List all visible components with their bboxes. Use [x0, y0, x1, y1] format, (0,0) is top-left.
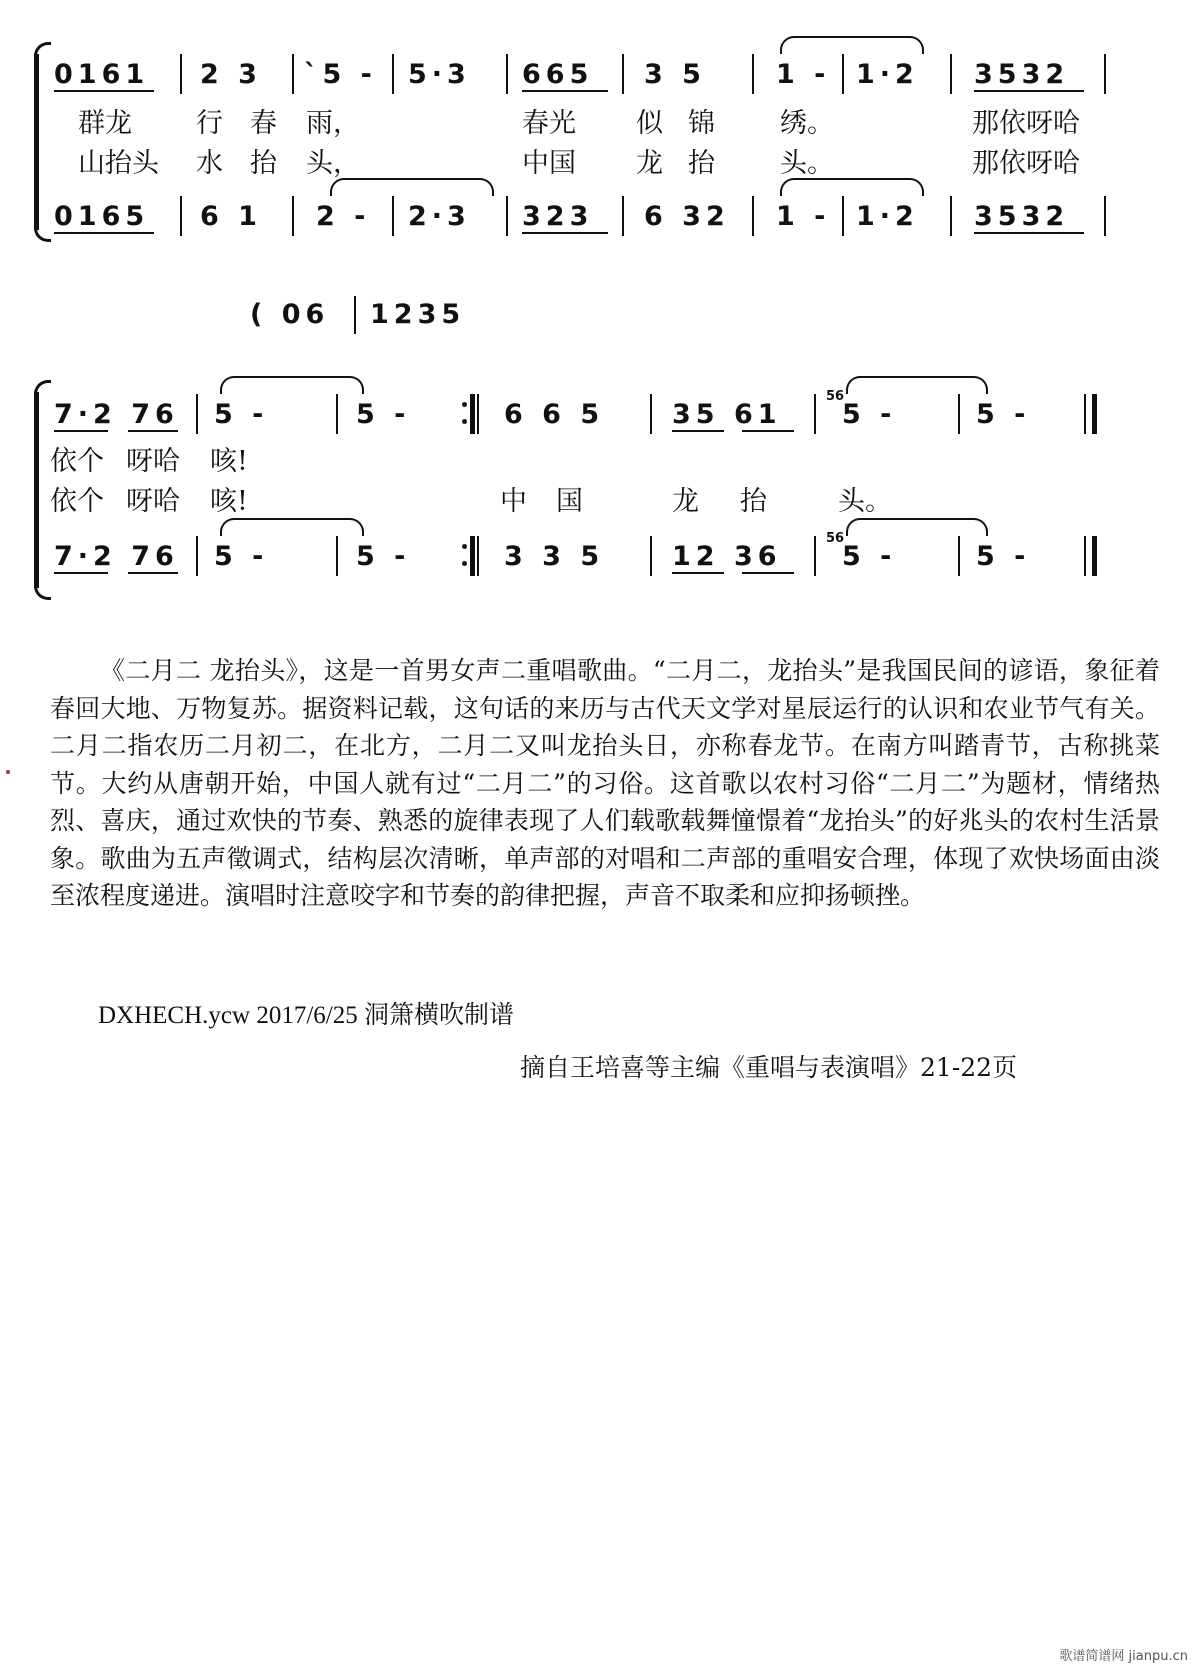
lyric-syllable: 绣。 — [780, 108, 834, 139]
lyric-syllable: 那依呀哈 — [972, 108, 1080, 139]
barline — [650, 394, 652, 434]
barline — [622, 54, 624, 94]
lyric-syllable: 中国 — [522, 148, 576, 179]
measure-note: `5 - — [304, 59, 377, 90]
lower-voice-row — [0, 192, 1200, 242]
measure-note: 5 - — [976, 399, 1031, 430]
beam-underline — [54, 430, 108, 432]
lyric-syllable: 水 — [196, 148, 223, 179]
final-barline — [1084, 394, 1086, 434]
beam-underline — [128, 572, 178, 574]
repeat-barline — [470, 394, 475, 434]
lower-voice-row — [0, 532, 1200, 582]
lyric-syllable: 依个 — [50, 446, 104, 477]
barline — [196, 536, 198, 576]
lyric-syllable: 群龙 — [78, 108, 132, 139]
lyric-syllable: 咳! — [210, 446, 248, 477]
score-system-2 — [0, 340, 1200, 640]
lyric-syllable: 锦 — [688, 108, 715, 139]
barline — [842, 54, 844, 94]
measure-note: 2 - — [316, 201, 371, 232]
beam-underline — [974, 232, 1084, 234]
lyric-syllable: 头。 — [780, 148, 834, 179]
instrumental-intro-notes: 1235 — [370, 299, 466, 330]
barline — [354, 296, 356, 334]
barline — [622, 196, 624, 236]
measure-note: 6 6 5 — [504, 399, 605, 430]
measure-note: 1·2 — [856, 201, 919, 232]
barline — [958, 536, 960, 576]
beam-underline — [742, 430, 794, 432]
stray-mark — [6, 770, 10, 774]
measure-note: 5·3 — [408, 59, 471, 90]
barline — [180, 196, 182, 236]
lyric-syllable: 国 — [556, 486, 583, 517]
lyric-syllable: 春光 — [522, 108, 576, 139]
barline — [752, 54, 754, 94]
measure-note: 5 - — [842, 399, 897, 430]
barline — [814, 536, 816, 576]
measure-note: 35 61 — [672, 399, 782, 430]
repeat-dots — [462, 544, 467, 566]
score-system-1 — [0, 30, 1200, 260]
barline — [196, 394, 198, 434]
lyric-syllable: 山抬头 — [78, 148, 159, 179]
measure-note: 0165 — [54, 201, 150, 232]
barline — [950, 196, 952, 236]
barline — [650, 536, 652, 576]
barline — [336, 536, 338, 576]
beam-underline — [54, 90, 154, 92]
grace-note: 56 — [826, 389, 845, 404]
lyric-syllable: 那依呀哈 — [972, 148, 1080, 179]
measure-note: 323 — [522, 201, 594, 232]
barline — [752, 196, 754, 236]
beam-underline — [522, 232, 608, 234]
measure-note: 1 - — [776, 201, 831, 232]
beam-underline — [974, 90, 1084, 92]
measure-note: 7·2 76 — [54, 399, 179, 430]
final-barline — [1084, 536, 1086, 576]
barline — [814, 394, 816, 434]
barline — [392, 196, 394, 236]
site-watermark: 歌谱简谱网 jianpu.cn — [1059, 1649, 1188, 1664]
measure-note: 5 - — [842, 541, 897, 572]
lyric-syllable: 呀哈 — [126, 446, 180, 477]
measure-note: 5 - — [214, 541, 269, 572]
measure-note: 3 3 5 — [504, 541, 605, 572]
beam-underline — [672, 430, 724, 432]
measure-note: 5 - — [356, 541, 411, 572]
lyric-syllable: 头。 — [838, 486, 892, 517]
upper-voice-row — [0, 50, 1200, 100]
lyric-syllable: 抬 — [740, 486, 767, 517]
grace-note: 56 — [826, 531, 845, 546]
beam-underline — [742, 572, 794, 574]
barline — [842, 196, 844, 236]
lyric-syllable: 咳! — [210, 486, 248, 517]
lyric-syllable: 依个 — [50, 486, 104, 517]
song-description: 《二月二 龙抬头》，这是一首男女声二重唱歌曲。“二月二，龙抬头”是我国民间的谚语，象征着春回大地、万物复苏。据资料记载，这句话的来历与古代天文学对星辰运行的认识和农业节气有关。二月二指农历二月初二，在北方，二月二又叫龙抬头日，亦称春龙节。在南方叫踏青节，古称挑菜节。大约从唐朝开始，中国人就有过“二月二”的习俗。这首歌以农村习俗“二月二”为题材，情绪热烈、喜庆，通过欢快的节奏、熟悉的旋律表现了人们载歌载舞憧憬着“龙抬头”的好兆头的农村生活景象。歌曲为五声徵调式，结构层次清晰，单声部的对唱和二声部的重唱安合理，体现了欢快场面由淡至浓程度递进。演唱时注意咬字和节奏的韵律把握，声音不取柔和应抑扬顿挫。 — [50, 656, 1160, 910]
beam-underline — [54, 232, 154, 234]
barline — [506, 54, 508, 94]
barline — [1104, 54, 1106, 94]
barline — [292, 196, 294, 236]
lyric-syllable: 龙 — [636, 148, 663, 179]
measure-note: 0161 — [54, 59, 150, 90]
measure-note: 5 - — [976, 541, 1031, 572]
barline — [1104, 196, 1106, 236]
barline — [292, 54, 294, 94]
barline — [950, 54, 952, 94]
beam-underline — [672, 572, 724, 574]
barline — [506, 196, 508, 236]
lyric-syllable: 似 — [636, 108, 663, 139]
lyric-syllable: 呀哈 — [126, 486, 180, 517]
upper-voice-row — [0, 390, 1200, 440]
beam-underline — [128, 430, 178, 432]
lyric-syllable: 抬 — [250, 148, 277, 179]
measure-note: 2·3 — [408, 201, 471, 232]
measure-note: 7·2 76 — [54, 541, 179, 572]
transcriber-credit: DXHECH.ycw 2017/6/25 洞箫横吹制谱 — [98, 1002, 514, 1029]
measure-note: 12 36 — [672, 541, 782, 572]
measure-note: 665 — [522, 59, 594, 90]
lyric-syllable: 龙 — [672, 486, 699, 517]
measure-note: 1·2 — [856, 59, 919, 90]
measure-note: 3 5 — [644, 59, 706, 90]
measure-note: 2 3 — [200, 59, 262, 90]
lyric-syllable: 抬 — [688, 148, 715, 179]
lyric-syllable: 雨， — [306, 108, 360, 139]
lyric-syllable: 头， — [306, 148, 360, 179]
lyric-syllable: 春 — [250, 108, 277, 139]
repeat-dots — [462, 402, 467, 424]
repeat-barline — [470, 536, 475, 576]
barline — [958, 394, 960, 434]
barline — [392, 54, 394, 94]
instrumental-intro-rest: ( 06 — [250, 299, 330, 330]
beam-underline — [54, 572, 108, 574]
measure-note: 1 - — [776, 59, 831, 90]
lyric-syllable: 行 — [196, 108, 223, 139]
barline — [180, 54, 182, 94]
measure-note: 5 - — [356, 399, 411, 430]
measure-note: 5 - — [214, 399, 269, 430]
measure-note: 6 1 — [200, 201, 262, 232]
beam-underline — [522, 90, 608, 92]
measure-note: 3532 — [974, 59, 1070, 90]
measure-note: 6 32 — [644, 201, 730, 232]
barline — [336, 394, 338, 434]
source-citation: 摘自王培喜等主编《重唱与表演唱》21-22页 — [520, 1053, 1018, 1082]
measure-note: 3532 — [974, 201, 1070, 232]
lyric-syllable: 中 — [500, 486, 527, 517]
